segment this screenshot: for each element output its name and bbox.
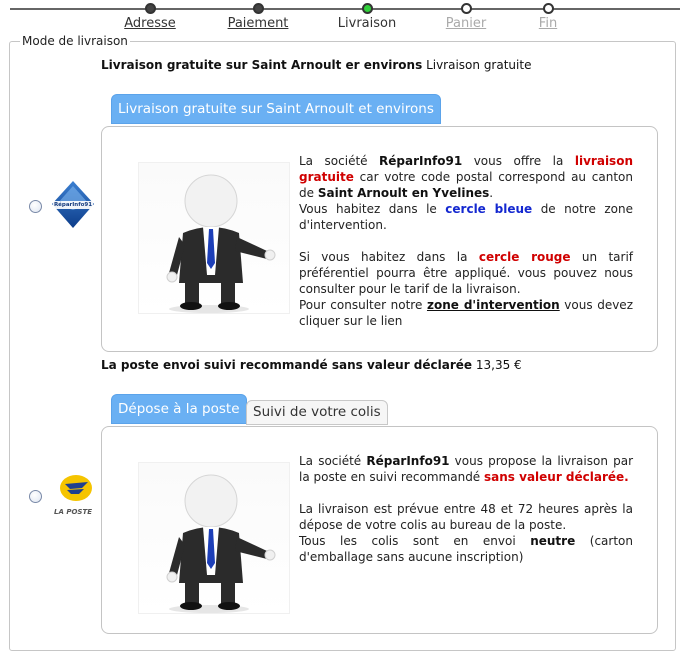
text-paragraph bbox=[299, 453, 633, 485]
free-delivery-panel bbox=[101, 126, 658, 352]
company-name: RéparInfo91 bbox=[379, 154, 463, 168]
step-label: Panier bbox=[445, 16, 487, 31]
checkout-steps bbox=[0, 0, 680, 36]
canton-name: Saint Arnoult en Yvelines bbox=[317, 186, 490, 200]
step-panier bbox=[421, 0, 511, 31]
step-livraison bbox=[322, 0, 412, 31]
poste-delivery-radio[interactable] bbox=[29, 490, 42, 503]
text-run: vous devez cliquer sur le lien bbox=[299, 298, 633, 328]
presenter-figure bbox=[138, 162, 290, 314]
step-dot bbox=[253, 3, 264, 14]
text-paragraph bbox=[299, 533, 633, 565]
text-paragraph bbox=[299, 153, 633, 201]
poste-delivery-text bbox=[299, 453, 633, 565]
free-delivery-emphasis: livraison gratuite bbox=[299, 154, 633, 184]
step-dot bbox=[461, 3, 472, 14]
free-delivery-text bbox=[299, 153, 633, 329]
tab-label[interactable]: Livraison gratuite sur Saint Arnoult et environs bbox=[118, 101, 434, 117]
tab-label[interactable]: Suivi de votre colis bbox=[253, 404, 381, 420]
text-run: La société bbox=[299, 454, 367, 468]
option-title: La poste envoi suivi recommandé sans valeur déclarée bbox=[101, 358, 473, 372]
step-label[interactable]: Paiement bbox=[227, 16, 289, 31]
step-fin bbox=[503, 0, 593, 31]
red-circle-emphasis: cercle rouge bbox=[478, 250, 571, 264]
presenter-figure-icon bbox=[139, 463, 291, 615]
text-run: vous propose la livraison par la poste en suivi recommandé bbox=[299, 454, 634, 484]
tab-depose-poste[interactable] bbox=[111, 394, 247, 424]
tab-label[interactable]: Dépose à la poste bbox=[118, 401, 240, 417]
text-run: Si vous habitez dans la bbox=[299, 250, 479, 264]
option-price: 13,35 € bbox=[475, 358, 522, 372]
presenter-figure-icon bbox=[139, 163, 291, 315]
option-title: Livraison gratuite sur Saint Arnoult er environs bbox=[101, 58, 423, 72]
logo-text: LA POSTE bbox=[54, 508, 92, 516]
free-delivery-radio[interactable] bbox=[29, 200, 42, 213]
poste-delivery-panel bbox=[101, 426, 658, 634]
no-declared-value-emphasis: sans valeur déclarée. bbox=[484, 470, 629, 484]
reparinfo-logo-icon bbox=[50, 180, 96, 233]
option-free-heading bbox=[101, 58, 531, 72]
tab-suivi-colis[interactable] bbox=[246, 400, 388, 425]
text-run: La société bbox=[299, 154, 380, 168]
option-price: Livraison gratuite bbox=[426, 58, 532, 72]
step-dot bbox=[362, 3, 373, 14]
company-name: RéparInfo91 bbox=[366, 454, 450, 468]
text-run: car votre code postal correspond au canton de bbox=[299, 170, 633, 200]
fieldset-legend: Mode de livraison bbox=[22, 34, 128, 48]
intervention-zone-link[interactable]: zone d'intervention bbox=[426, 298, 560, 312]
neutral-emphasis: neutre bbox=[530, 534, 576, 548]
text-run: Pour consulter notre bbox=[299, 298, 427, 312]
step-paiement[interactable] bbox=[213, 0, 303, 31]
option-poste-heading bbox=[101, 358, 522, 372]
blue-circle-emphasis: cercle bleue bbox=[445, 202, 533, 216]
text-paragraph bbox=[299, 297, 633, 329]
step-dot bbox=[543, 3, 554, 14]
text-paragraph bbox=[299, 201, 633, 233]
text-run: un tarif préférentiel pourra être appliqué. vous pouvez nous consulter pour le tarif de la livraison. bbox=[299, 250, 633, 296]
text-paragraph: La livraison est prévue entre 48 et 72 heures après la dépose de votre colis au bureau de la poste. bbox=[299, 502, 633, 532]
tab-free-delivery[interactable] bbox=[111, 94, 441, 124]
step-adresse[interactable] bbox=[105, 0, 195, 31]
step-label: Livraison bbox=[337, 16, 397, 31]
la-poste-logo-icon bbox=[48, 474, 94, 516]
text-run: (carton d'emballage sans aucune inscription) bbox=[299, 534, 633, 564]
text-run: . bbox=[489, 186, 494, 200]
step-dot bbox=[145, 3, 156, 14]
text-run: vous offre la bbox=[462, 154, 575, 168]
text-run: Tous les colis sont en envoi bbox=[299, 534, 531, 548]
text-paragraph bbox=[299, 249, 633, 297]
presenter-figure bbox=[138, 462, 290, 614]
step-label[interactable]: Adresse bbox=[124, 16, 176, 31]
text-run: de notre zone d'intervention. bbox=[299, 202, 634, 232]
text-run: Vous habitez dans le bbox=[299, 202, 446, 216]
step-label: Fin bbox=[538, 16, 558, 31]
logo-text: RéparInfo91 bbox=[53, 202, 93, 208]
